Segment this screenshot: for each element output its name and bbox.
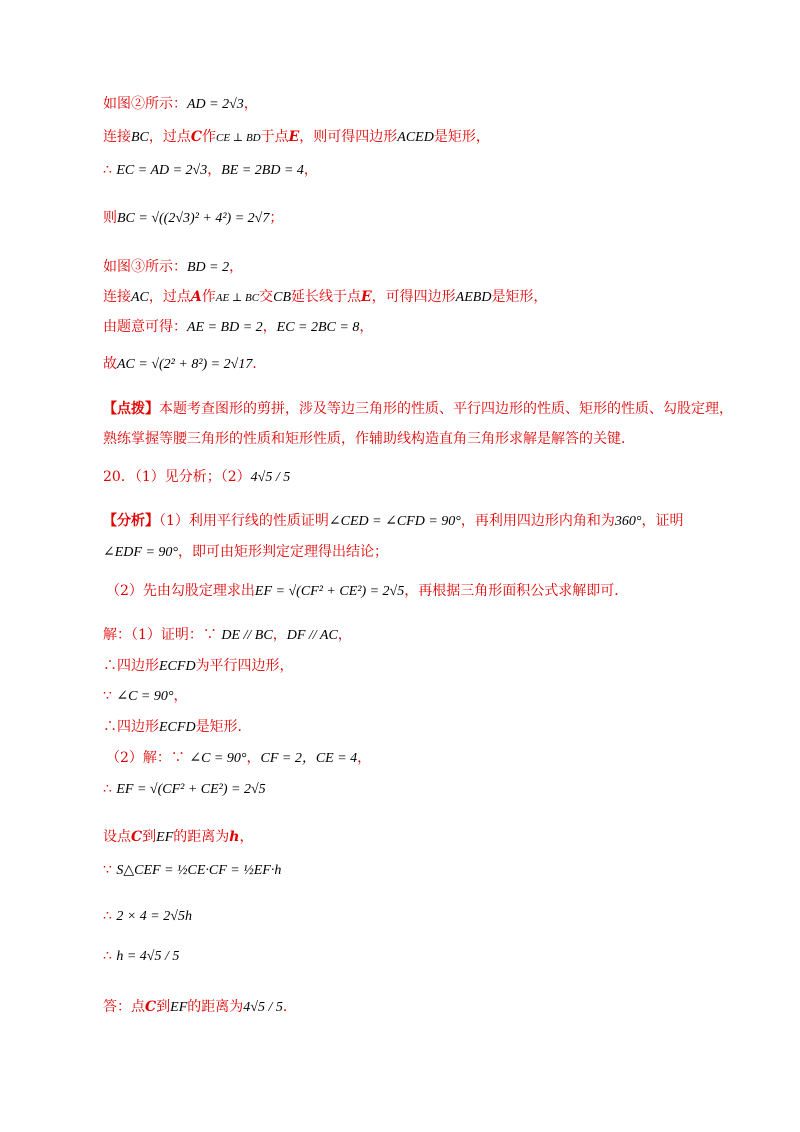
text-line <box>103 510 684 533</box>
text-segment: ，过点 <box>148 129 191 145</box>
math-expression: 2 × 4 = 2√5h <box>116 909 192 924</box>
text-segment: C <box>131 829 143 845</box>
text-segment: 是矩形， <box>433 129 490 145</box>
text-segment: h <box>229 829 240 845</box>
text-line <box>103 93 258 116</box>
text-segment: ∵ <box>103 862 117 878</box>
text-segment: ． <box>252 356 267 372</box>
text-segment: ， <box>229 259 244 275</box>
text-segment: ， <box>207 162 222 178</box>
text-segment: E <box>361 289 372 305</box>
text-segment: C <box>145 999 157 1015</box>
math-expression: AC = √(2² + 8²) = 2√17 <box>117 357 253 372</box>
text-line <box>103 316 373 339</box>
text-line <box>103 716 252 739</box>
math-expression: EF <box>170 1000 188 1015</box>
text-segment: ， <box>303 162 318 178</box>
text-line <box>103 428 635 450</box>
math-expression: 360° <box>614 514 642 529</box>
math-expression: CB <box>273 290 291 305</box>
text-line <box>103 778 266 801</box>
math-expression: BE = 2BD = 4 <box>221 163 304 178</box>
text-segment: 作 <box>202 129 217 145</box>
text-segment: ，过点 <box>148 289 191 305</box>
text-line <box>103 286 547 309</box>
text-segment: ，即可由矩形判定定理得出结论； <box>178 544 388 560</box>
text-segment: ∴ <box>103 162 117 178</box>
text-segment: 交 <box>259 289 274 305</box>
math-expression: EF = √(CF² + CE²) = 2√5 <box>254 584 405 599</box>
text-segment: 连接 <box>103 289 131 305</box>
text-segment: 是矩形． <box>195 719 252 735</box>
text-segment: 【分析】 <box>103 513 159 529</box>
math-expression: BD = 2 <box>187 260 230 275</box>
text-segment: 解：（1）证明：∵ <box>103 627 222 643</box>
text-segment: （1）利用平行线的性质证明 <box>159 513 329 529</box>
text-segment: E <box>288 129 300 145</box>
text-segment: 延长线于点 <box>291 289 361 305</box>
math-expression: 4√5 / 5 <box>243 1000 283 1015</box>
text-segment: A <box>190 289 202 305</box>
text-segment: 的距离为 <box>187 999 244 1015</box>
math-expression: AC <box>131 290 149 305</box>
text-segment: ， <box>173 688 188 704</box>
text-segment: ． <box>282 999 297 1015</box>
text-segment: ， <box>246 750 261 766</box>
text-segment: 到 <box>142 829 157 845</box>
text-line <box>103 859 281 882</box>
text-segment: ， <box>262 319 277 335</box>
math-expression: S△CEF = ½CE·CF = ½EF·h <box>116 863 282 878</box>
text-line <box>103 905 192 928</box>
text-segment: ∴ <box>103 781 117 797</box>
text-segment: ，证明 <box>641 513 684 529</box>
math-expression: EF <box>156 830 174 845</box>
text-segment: ，再根据三角形面积公式求解即可． <box>404 583 629 599</box>
math-expression: CE ⊥ BD <box>216 132 261 144</box>
text-segment: 则 <box>103 210 117 226</box>
text-line <box>103 353 266 376</box>
math-expression: ∠CED = ∠CFD = 90° <box>328 514 461 529</box>
text-line <box>103 466 290 489</box>
math-expression: AEBD <box>455 290 492 305</box>
text-segment: 20．（1）见分析；（2） <box>103 469 251 485</box>
text-segment: 如图③所示： <box>103 259 187 275</box>
text-segment: ，则可得四边形 <box>299 129 398 145</box>
text-segment: 是矩形， <box>491 289 548 305</box>
math-expression: CF = 2，CE = 4 <box>260 751 358 766</box>
text-segment: 如图②所示： <box>103 96 187 112</box>
text-segment: ∴ <box>103 948 117 964</box>
math-expression: AE ⊥ BC <box>215 292 260 304</box>
math-expression: BC = √((2√3)² + 4²) = 2√7 <box>117 211 270 226</box>
text-segment: （2）解：∵ <box>106 750 190 766</box>
text-segment: ， <box>359 319 374 335</box>
math-expression: BC <box>131 130 149 145</box>
math-expression: EF = √(CF² + CE²) = 2√5 <box>116 782 266 797</box>
text-segment: ∴ <box>103 908 117 924</box>
text-line <box>103 541 388 564</box>
text-segment: ， <box>243 96 258 112</box>
text-segment: 答：点 <box>103 999 145 1015</box>
text-segment: 的距离为 <box>173 829 230 845</box>
text-segment: ∴四边形 <box>103 658 159 674</box>
text-segment: ， <box>239 829 254 845</box>
math-expression: DE // BC <box>221 628 273 643</box>
text-segment: 【点拨】 <box>103 401 159 417</box>
math-expression: DF // AC <box>286 628 338 643</box>
math-expression: EC = AD = 2√3 <box>116 163 208 178</box>
text-line <box>103 655 294 678</box>
math-expression: ∠C = 90° <box>116 689 174 704</box>
math-expression: h = 4√5 / 5 <box>116 949 180 964</box>
text-line <box>103 826 253 849</box>
text-segment: ，再利用四边形内角和为 <box>460 513 615 529</box>
text-segment: C <box>190 129 203 145</box>
text-segment: 故 <box>103 356 117 372</box>
text-segment: 到 <box>156 999 171 1015</box>
text-segment: 为平行四边形， <box>195 658 294 674</box>
math-expression: ECFD <box>159 659 196 674</box>
text-line <box>103 945 179 968</box>
text-line <box>103 256 243 279</box>
math-expression: ∠EDF = 90° <box>103 545 178 560</box>
text-segment: 于点 <box>260 129 289 145</box>
text-segment: 由题意可得： <box>103 319 187 335</box>
math-expression: EC = 2BC = 8 <box>276 320 360 335</box>
text-segment: 连接 <box>103 129 131 145</box>
text-line <box>103 207 283 230</box>
text-segment: 设点 <box>103 829 131 845</box>
text-segment: 熟练掌握等腰三角形的性质和矩形性质，作辅助线构造直角三角形求解是解答的关键． <box>103 431 635 447</box>
text-line <box>103 624 352 647</box>
text-segment: ； <box>269 210 284 226</box>
text-line <box>103 996 297 1019</box>
math-expression: ECFD <box>159 720 196 735</box>
text-segment: （2）先由勾股定理求出 <box>106 583 255 599</box>
text-segment: ，可得四边形 <box>371 289 456 305</box>
text-segment: 作 <box>201 289 216 305</box>
math-expression: 4√5 / 5 <box>250 470 291 485</box>
text-line <box>106 747 371 770</box>
text-segment: ∴四边形 <box>103 719 159 735</box>
math-expression: ∠C = 90° <box>189 751 247 766</box>
text-line <box>103 159 318 182</box>
text-segment: ， <box>272 627 287 643</box>
math-expression: AE = BD = 2 <box>187 320 263 335</box>
text-line <box>106 580 628 603</box>
math-expression: AD = 2√3 <box>187 97 244 112</box>
text-segment: 本题考查图形的剪拼，涉及等边三角形的性质、平行四边形的性质、矩形的性质、勾股定理， <box>159 401 733 417</box>
text-segment: ， <box>337 627 352 643</box>
text-segment: ， <box>357 750 372 766</box>
text-line <box>103 685 187 708</box>
text-line <box>103 126 490 149</box>
text-segment: ∵ <box>103 688 117 704</box>
text-line <box>103 398 733 420</box>
math-expression: ACED <box>397 130 434 145</box>
